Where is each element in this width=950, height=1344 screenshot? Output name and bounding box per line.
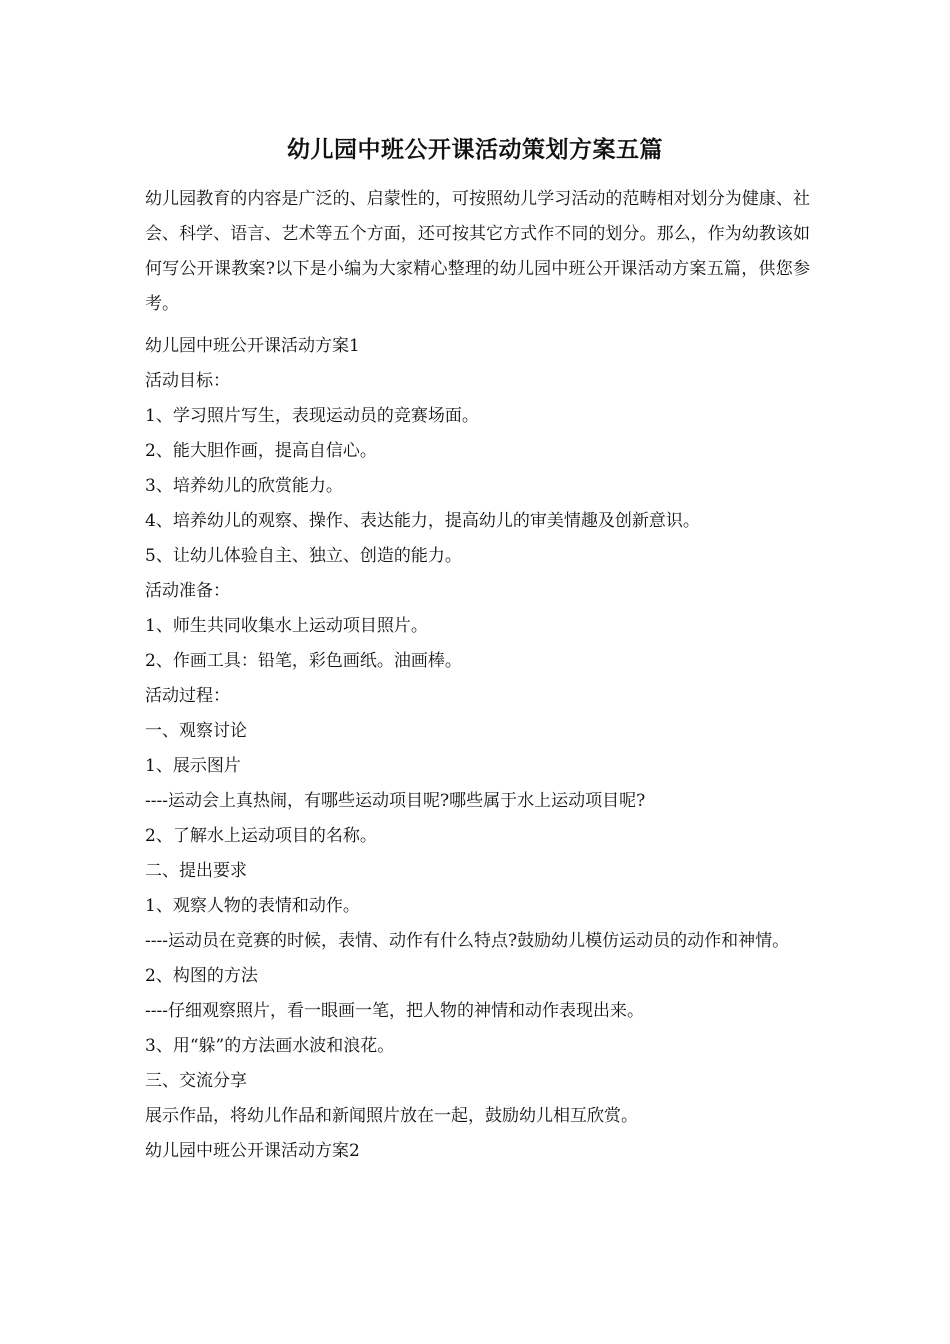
section-heading-plan-1: 幼儿园中班公开课活动方案1 (145, 336, 360, 356)
goal-item: 1、学习照片写生，表现运动员的竞赛场面。 (145, 406, 479, 426)
process-step-heading: 一、观察讨论 (145, 721, 247, 741)
goal-item: 4、培养幼儿的观察、操作、表达能力，提高幼儿的审美情趣及创新意识。 (145, 511, 700, 531)
goal-item: 3、培养幼儿的欣赏能力。 (145, 476, 343, 496)
preparation-item: 2、作画工具：铅笔，彩色画纸。油画棒。 (145, 651, 462, 671)
process-item: 2、构图的方法 (145, 966, 258, 986)
document-title: 幼儿园中班公开课活动策划方案五篇 (287, 136, 663, 163)
process-detail: ----运动会上真热闹，有哪些运动项目呢?哪些属于水上运动项目呢? (145, 791, 646, 811)
process-item: 1、展示图片 (145, 756, 241, 776)
process-step-heading: 三、交流分享 (145, 1071, 247, 1091)
section-heading-plan-2: 幼儿园中班公开课活动方案2 (145, 1141, 360, 1161)
subheading-activity-preparation: 活动准备： (145, 581, 230, 601)
process-step-heading: 二、提出要求 (145, 861, 247, 881)
preparation-item: 1、师生共同收集水上运动项目照片。 (145, 616, 428, 636)
process-detail: ----运动员在竞赛的时候，表情、动作有什么特点?鼓励幼儿模仿运动员的动作和神情。 (145, 931, 790, 951)
process-item: 3、用“躲”的方法画水波和浪花。 (145, 1036, 395, 1056)
subheading-activity-process: 活动过程： (145, 686, 230, 706)
document-body (145, 329, 810, 1169)
intro-paragraph: 幼儿园教育的内容是广泛的、启蒙性的，可按照幼儿学习活动的范畴相对划分为健康、社会、科学、语言、艺术等五个方面，还可按其它方式作不同的划分。那么，作为幼教该如何写公开课教案?以下是小编为大家精心整理的幼儿园中班公开课活动方案五篇，供您参考。 (145, 189, 810, 314)
goal-item: 2、能大胆作画，提高自信心。 (145, 441, 377, 461)
subheading-activity-goals: 活动目标： (145, 371, 230, 391)
process-item: 2、了解水上运动项目的名称。 (145, 826, 377, 846)
process-detail: ----仔细观察照片，看一眼画一笔，把人物的神情和动作表现出来。 (145, 1001, 644, 1021)
goal-item: 5、让幼儿体验自主、独立、创造的能力。 (145, 546, 462, 566)
process-detail: 展示作品，将幼儿作品和新闻照片放在一起，鼓励幼儿相互欣赏。 (145, 1106, 638, 1126)
process-item: 1、观察人物的表情和动作。 (145, 896, 360, 916)
